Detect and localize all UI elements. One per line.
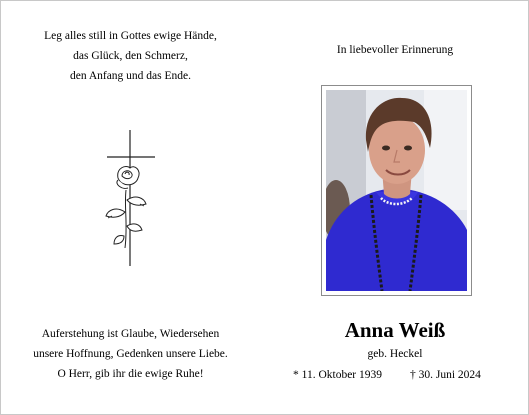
maiden-name: geb. Heckel [367, 348, 423, 360]
death-date: † 30. Juni 2024 [410, 369, 481, 381]
portrait-photo [326, 90, 467, 291]
poem-top-line-2: das Glück, den Schmerz, [73, 50, 188, 62]
poem-top-line-3: den Anfang und das Ende. [69, 70, 192, 82]
poem-bottom-line-3: O Herr, gib ihr die ewige Ruhe! [57, 368, 204, 380]
memory-heading: In liebevoller Erinnerung [336, 44, 454, 56]
poem-top-line-1: Leg alles still in Gottes ewige Hände, [44, 30, 217, 42]
birth-date: * 11. Oktober 1939 [293, 369, 383, 381]
poem-bottom [18, 324, 243, 384]
poem-bottom-line-2: unsere Hoffnung, Gedenken unsere Liebe. [33, 348, 228, 360]
deceased-name: Anna Weiß [344, 318, 446, 342]
portrait-frame [321, 85, 472, 296]
poem-top [18, 26, 243, 86]
cross-with-rose-icon [100, 128, 162, 268]
poem-bottom-line-1: Auferstehung ist Glaube, Wiedersehen [41, 328, 220, 340]
